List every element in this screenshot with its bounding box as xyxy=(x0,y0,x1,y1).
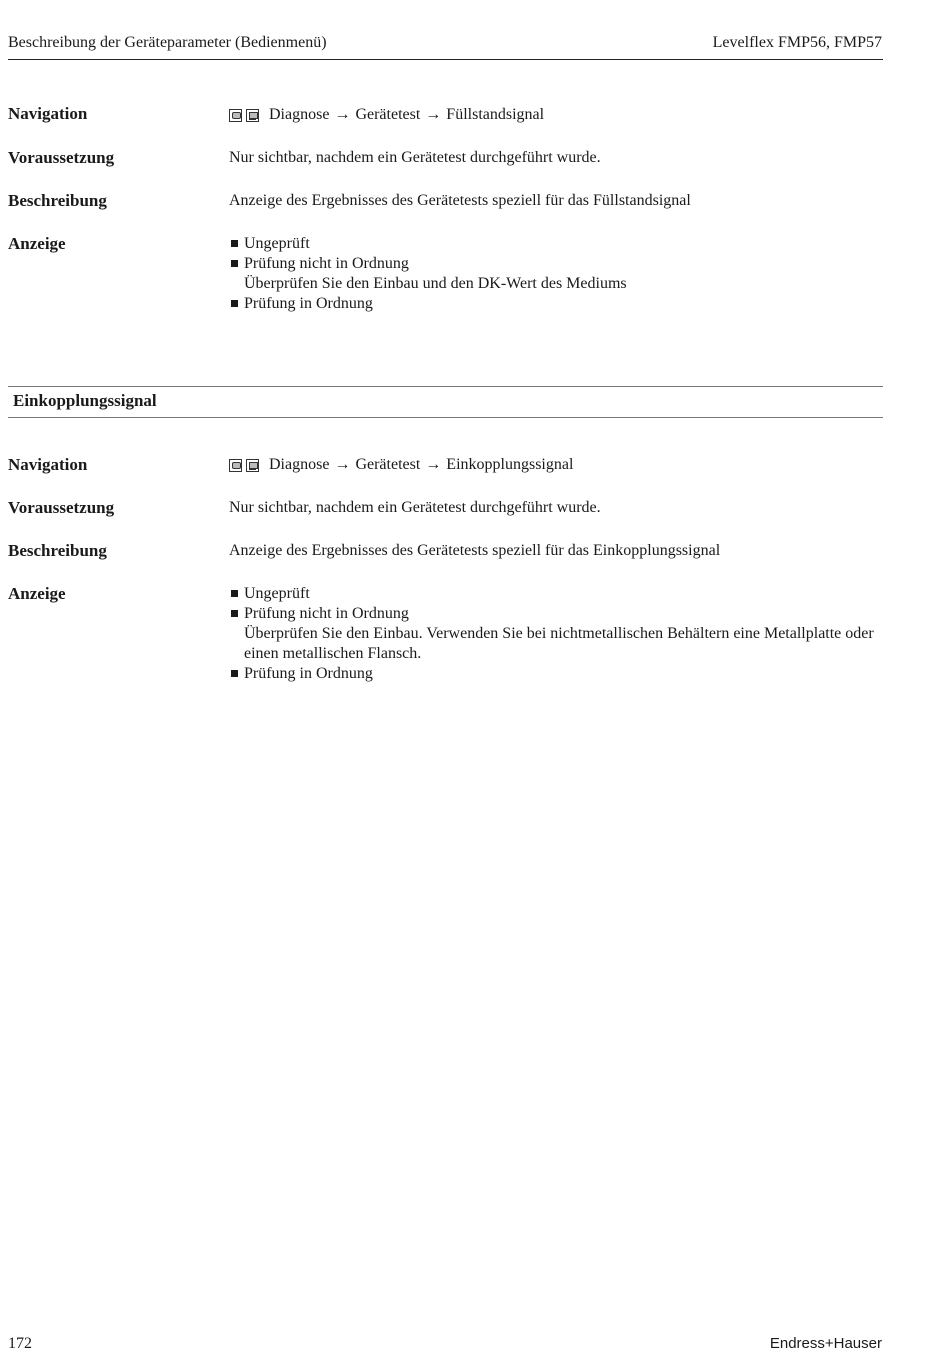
section-rule-top xyxy=(8,386,883,387)
label-voraussetzung: Voraussetzung xyxy=(8,148,115,167)
voraussetzung-text: Nur sichtbar, nachdem ein Gerätetest durchgeführt wurde. xyxy=(229,499,601,516)
running-header-product: Levelflex FMP56, FMP57 xyxy=(712,34,882,51)
operating-tool-icon xyxy=(246,459,259,472)
beschreibung-text: Anzeige des Ergebnisses des Gerätetests speziell für das Einkopplungssignal xyxy=(229,542,721,559)
option-note: Überprüfen Sie den Einbau. Verwenden Sie bei nichtmetallischen Behältern eine Metallplatte oder einen metallischen Flansch. xyxy=(244,625,874,662)
label-voraussetzung: Voraussetzung xyxy=(8,498,115,517)
navigation-path xyxy=(229,105,879,125)
option-item xyxy=(229,294,879,314)
nav-step: Diagnose xyxy=(269,456,330,473)
arrow-icon: → xyxy=(334,106,351,123)
option-label: Prüfung nicht in Ordnung xyxy=(244,605,409,622)
nav-step: Diagnose xyxy=(269,106,330,123)
nav-step: Gerätetest xyxy=(355,456,421,473)
running-header-title: Beschreibung der Geräteparameter (Bedienmenü) xyxy=(8,34,327,51)
option-label: Prüfung in Ordnung xyxy=(244,665,373,682)
menu-icons xyxy=(229,109,259,122)
label-beschreibung: Beschreibung xyxy=(8,541,107,560)
option-item xyxy=(229,664,879,684)
label-anzeige: Anzeige xyxy=(8,234,66,253)
label-anzeige: Anzeige xyxy=(8,584,66,603)
option-item xyxy=(229,254,879,294)
anzeige-options xyxy=(229,584,879,684)
nav-step: Gerätetest xyxy=(355,106,421,123)
beschreibung-text: Anzeige des Ergebnisses des Gerätetests speziell für das Füllstandsignal xyxy=(229,192,691,209)
option-item xyxy=(229,604,879,664)
nav-step: Füllstandsignal xyxy=(446,106,545,123)
option-label: Prüfung nicht in Ordnung xyxy=(244,255,409,272)
section-title: Einkopplungssignal xyxy=(13,391,157,410)
menu-icons xyxy=(229,459,259,472)
brand-footer: Endress+Hauser xyxy=(769,1335,882,1352)
display-menu-icon xyxy=(229,459,242,472)
navigation-path xyxy=(229,455,879,475)
option-note: Überprüfen Sie den Einbau und den DK-Wert des Mediums xyxy=(244,275,627,292)
label-navigation: Navigation xyxy=(8,455,88,474)
operating-tool-icon xyxy=(246,109,259,122)
arrow-icon: → xyxy=(425,456,442,473)
voraussetzung-text: Nur sichtbar, nachdem ein Gerätetest durchgeführt wurde. xyxy=(229,149,601,166)
header-rule xyxy=(8,59,883,60)
arrow-icon: → xyxy=(425,106,442,123)
option-label: Prüfung in Ordnung xyxy=(244,295,373,312)
section-rule-bottom xyxy=(8,417,883,418)
nav-step: Einkopplungssignal xyxy=(446,456,574,473)
label-navigation: Navigation xyxy=(8,104,88,123)
label-beschreibung: Beschreibung xyxy=(8,191,107,210)
anzeige-options xyxy=(229,234,879,314)
arrow-icon: → xyxy=(334,456,351,473)
option-label: Ungeprüft xyxy=(244,585,310,602)
option-item xyxy=(229,234,879,254)
page-number: 172 xyxy=(8,1335,32,1352)
option-label: Ungeprüft xyxy=(244,235,310,252)
display-menu-icon xyxy=(229,109,242,122)
option-item xyxy=(229,584,879,604)
